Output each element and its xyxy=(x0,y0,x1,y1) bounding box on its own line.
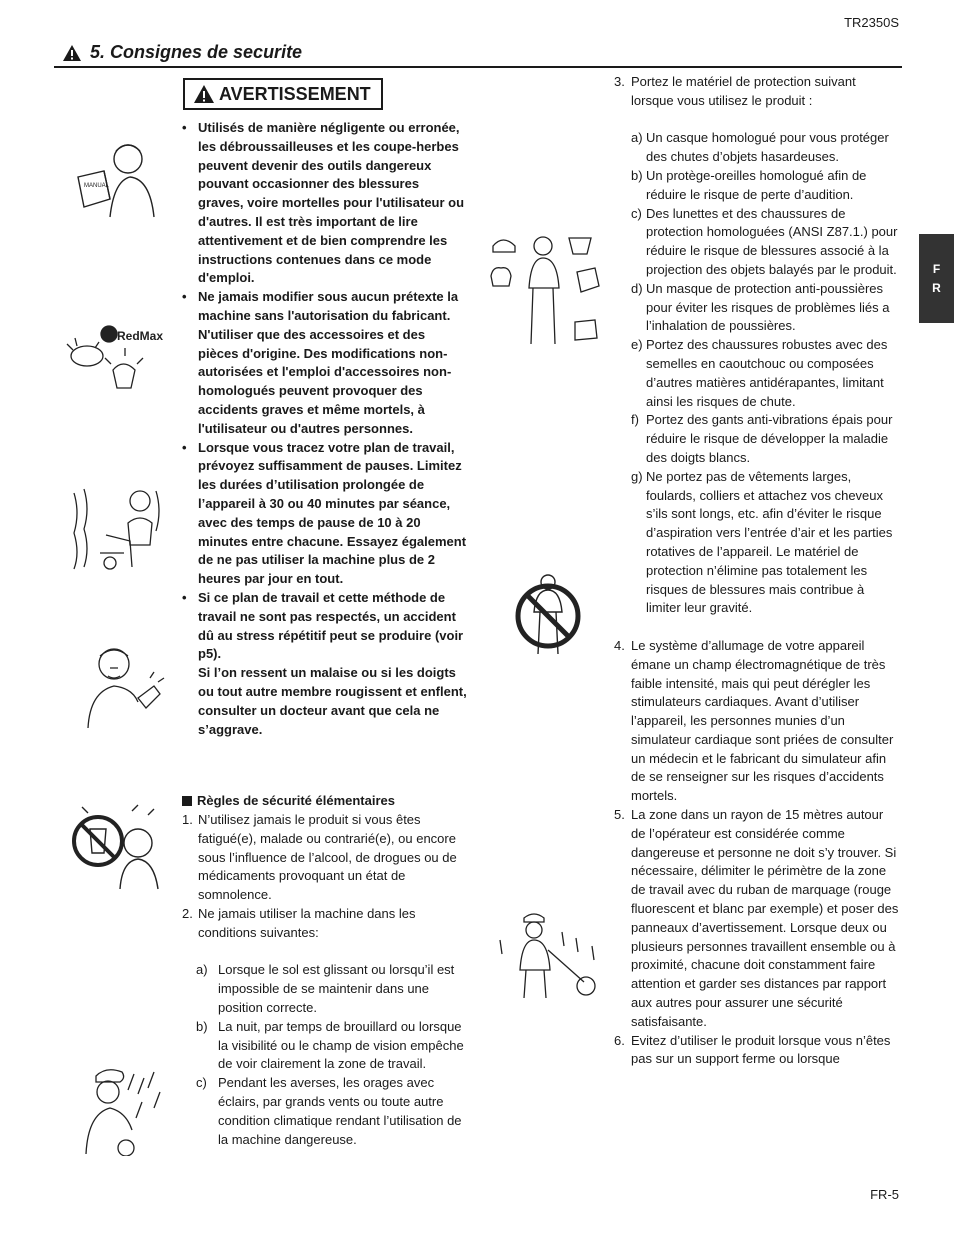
warning-box xyxy=(183,78,383,110)
square-bullet-icon xyxy=(182,796,192,806)
warning-bullets xyxy=(182,119,468,739)
redmax-logo-text: RedMax xyxy=(117,329,164,343)
rules-list xyxy=(182,811,468,1149)
warning-triangle-icon xyxy=(62,44,82,62)
rule-item: 2. Ne jamais utiliser la machine dans les conditions suivantes: xyxy=(182,905,416,940)
tab-letter-f: F xyxy=(932,262,941,276)
rule-subitem: g) Ne portez pas de vêtements larges, foulards, colliers et attachez vos cheveux s’ils sont longs, etc. afin d’éviter le risque d’aspiration vers l’entrée d’air et les parties rotatives de l’appareil. Le matériel de protection n’élimine pas totalement les risques de blessures mais contribue à limiter leur gravité. xyxy=(631,468,893,616)
warning-triangle-icon xyxy=(193,84,215,104)
manual-text: MANUAL xyxy=(84,183,110,189)
rule-subitem: f) Portez des gants anti-vibrations épais pour réduire le risque de développer la maladie des doigts blancs. xyxy=(631,412,893,465)
right-column xyxy=(614,73,900,1069)
rule-subitem: b) Un protège-oreilles homologué afin de réduire le risque de perte d’audition. xyxy=(631,167,867,202)
rules-heading: Règles de sécurité élémentaires xyxy=(182,792,468,811)
rule-subitem: b) La nuit, par temps de brouillard ou lorsque la visibilité ou le champ de vision empêche de voir clairement la zone de travail. xyxy=(196,1018,464,1072)
rule-subitem: c) Pendant les averses, les orages avec éclairs, par grands vents ou toute autre condition climatique rendant l’utilisation de la machine dangereuse. xyxy=(196,1075,462,1147)
language-tab xyxy=(919,234,954,323)
rule-subitem: a) Un casque homologué pour vous protéger des chutes d’objets hasardeuses. xyxy=(631,130,889,165)
warning-label: AVERTISSEMENT xyxy=(219,83,371,104)
reading-manual-illustration xyxy=(70,137,162,219)
storm-worker-illustration xyxy=(76,1066,166,1156)
protective-equipment-illustration xyxy=(487,232,607,347)
redmax-brand-illustration xyxy=(65,308,169,392)
sore-hands-illustration xyxy=(80,642,166,728)
bullet-item: • Ne jamais modifier sous aucun prétexte la machine sans l'autorisation du fabricant. N'utiliser que des accessoires et des pièces d'origine. Des modifications non-autorisées et l'emploi d'accessoires non-homologués peuvent provoquer des accidents graves et même mortels, à l'utilisateur ou d'autres personnes. xyxy=(182,289,459,436)
bullet-item: • Si ce plan de travail et cette méthode de travail ne sont pas respectés, un accident dû au stress répétitif peut se produire (voir p5). xyxy=(182,589,464,662)
rule-item: 3. Portez le matériel de protection suivant lorsque vous utilisez le produit : xyxy=(614,74,856,108)
model-number: TR2350S xyxy=(844,15,899,30)
bullet-item: • Lorsque vous tracez votre plan de travail, prévoyez suffisamment de pauses. Limitez les durées d’utilisation prolongée de l’appareil à 30 ou 40 minutes par séance, avec des temps de pause de 10 à 20 minutes entre chacune. Essayez également de ne pas utiliser la machine plus de 2 heures par jour en tout. xyxy=(182,439,467,587)
rule-item: 5. La zone dans un rayon de 15 mètres autour de l’opérateur est considérée comme dangereuse et personne ne doit s’y trouver. Si nécessaire, délimiter le périmètre de la zone de travail avec du ruban de marquage (rouge fluorescent et blanc par exemple) et poser des panneaux d’avertissement. Lorsque deux ou plusieurs personnes travaillent ensemble ou à proximité, chacune doit constamment faire attention et garder ses distances par rapport aux autres pour assurer une sécurité satisfaisante. xyxy=(614,807,899,1029)
section-title: 5. Consignes de securite xyxy=(90,42,303,62)
rule-item: 1. N’utilisez jamais le produit si vous êtes fatigué(e), malade ou contrarié(e), ou encore sous l’influence de l’alcool, de drogues ou de médicaments provoquant un état de somnolence. xyxy=(182,812,457,903)
tab-letter-r: R xyxy=(932,281,941,295)
work-area-illustration xyxy=(496,910,600,1002)
bullet-item-continued: Si l’on ressent un malaise ou si les doigts ou tout autre membre rougissent et enflent, consulter un docteur avant que cela ne s’aggrave. xyxy=(198,665,467,737)
rule-subitem: d) Un masque de protection anti-poussières pour éviter les risques de problèmes liés a l’inhalation de poussières. xyxy=(631,280,890,334)
no-loose-clothing-illustration xyxy=(512,572,584,657)
rule-subitem: a) Lorsque le sol est glissant ou lorsqu’il est impossible de se maintenir dans une position correcte. xyxy=(196,962,455,1015)
rule-subitem: e) Portez des chaussures robustes avec des semelles en caoutchouc ou composées d’autres matières antidérapantes, limitant ainsi les risques de chute. xyxy=(631,337,888,409)
page-number: FR-5 xyxy=(870,1187,899,1202)
rule-item: 4. Le système d’allumage de votre appareil émane un champ électromagnétique de très faible intensité, mais qui peut dérégler les stimulateurs cardiaques. Avant d’utiliser l’appareil, les personnes munies d’un simulateur cardiaque sont priées de consulter un médecin et le fabricant du simulateur afin de se renseigner sur les risques d’accidents mortels. xyxy=(614,637,894,804)
no-alcohol-illustration xyxy=(68,801,166,891)
header-divider xyxy=(54,66,902,68)
rule-subitem: c) Des lunettes et des chaussures de protection homologuées (ANSI Z87.1.) pour réduire le risque de blessures associé à la projection des objets balayés par le produit. xyxy=(631,205,898,277)
resting-worker-illustration xyxy=(70,483,166,571)
bullet-item: • Utilisés de manière négligente ou erronée, les débroussailleuses et les coupe-herbes peuvent devenir des outils dangereux pouvant occasionner des blessures graves, voire mortelles pour l'utilisateur ou d'autres. Il est très important de lire attentivement et de bien comprendre les instructions contenues dans ce mode d'emploi. xyxy=(182,120,465,286)
rule-item: 6. Evitez d’utiliser le produit lorsque vous n’êtes pas sur un support ferme ou lorsque xyxy=(614,1032,891,1067)
